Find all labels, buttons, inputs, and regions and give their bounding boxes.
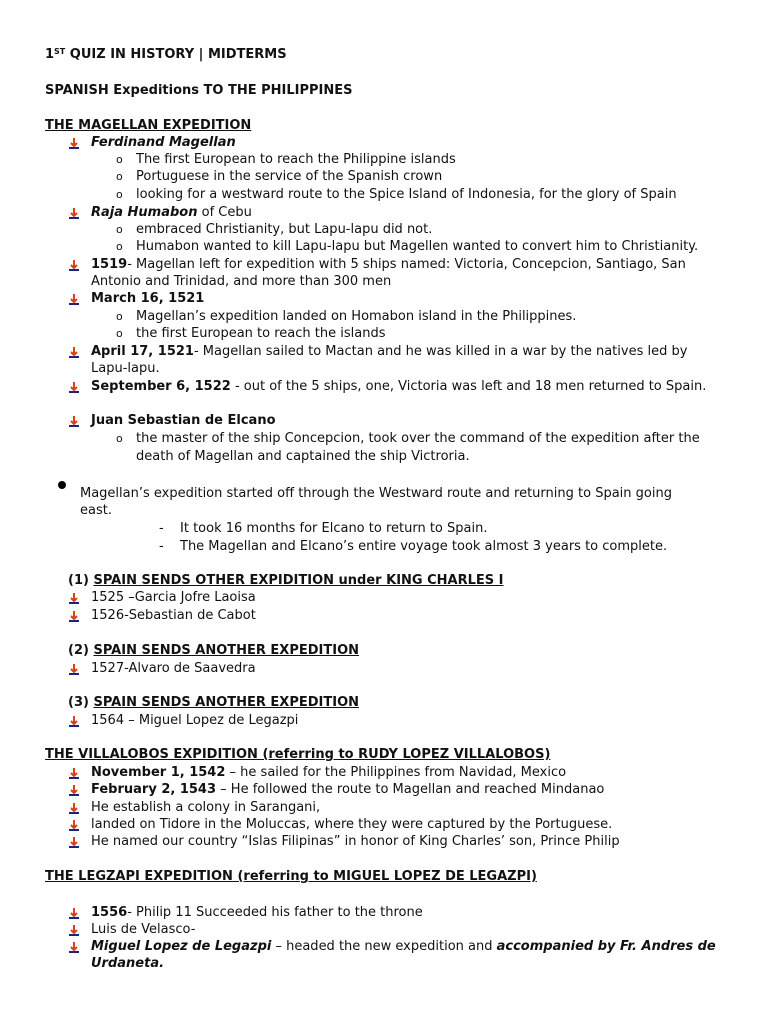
february-item: February 2, 1543 – He followed the route to Magellan and reached Mindanao	[91, 782, 605, 797]
march-detail: the first European to reach the islands	[136, 326, 386, 341]
ferdinand-item: Ferdinand Magellan	[91, 135, 236, 150]
magellan-heading: THE MAGELLAN EXPEDITION	[45, 118, 252, 133]
arrow-bullet-icon	[68, 907, 80, 920]
march-item: March 16, 1521	[91, 291, 205, 306]
arrow-bullet-icon	[68, 207, 80, 220]
circle-bullet-icon: o	[116, 153, 123, 166]
arrow-bullet-icon	[68, 415, 80, 428]
arrow-bullet-icon	[68, 836, 80, 849]
ferdinand-detail: Portuguese in the service of the Spanish crown	[136, 169, 443, 184]
voyage-note: Magellan’s expedition started off through the Westward route and returning to Spain going	[80, 486, 672, 501]
expedition-2-item: 1527-Alvaro de Saavedra	[91, 661, 256, 676]
ferdinand-detail: looking for a westward route to the Spice Island of Indonesia, for the glory of Spain	[136, 187, 677, 202]
legazpi-heading: THE LEGZAPI EXPEDITION (referring to MIGUEL LOPEZ DE LEGAZPI)	[45, 869, 537, 884]
filipinas-item: He named our country “Islas Filipinas” in honor of King Charles’ son, Prince Philip	[91, 834, 620, 849]
raja-detail: embraced Christianity, but Lapu-lapu did not.	[136, 222, 433, 237]
expedition-1-item: 1526-Sebastian de Cabot	[91, 608, 256, 623]
raja-item: Raja Humabon of Cebu	[91, 205, 252, 220]
circle-bullet-icon: o	[116, 432, 123, 445]
arrow-bullet-icon	[68, 941, 80, 954]
arrow-bullet-icon	[68, 802, 80, 815]
expedition-3-item: 1564 – Miguel Lopez de Legazpi	[91, 713, 299, 728]
arrow-bullet-icon	[68, 924, 80, 937]
year-1519-item: 1519- Magellan left for expedition with 5 ships named: Victoria, Concepcion, Santiago, San	[91, 257, 686, 272]
expedition-1-heading: (1) SPAIN SENDS OTHER EXPIDITION under KING CHARLES I	[68, 573, 504, 588]
year-1556-item: 1556- Philip 11 Succeeded his father to the throne	[91, 905, 423, 920]
document-subtitle: SPANISH Expeditions TO THE PHILIPPINES	[45, 83, 353, 98]
dash-bullet: -	[159, 521, 164, 536]
arrow-bullet-icon	[68, 784, 80, 797]
circle-bullet-icon: o	[116, 223, 123, 236]
arrow-bullet-icon	[68, 663, 80, 676]
document-title: 1ST QUIZ IN HISTORY | MIDTERMS	[45, 47, 287, 62]
arrow-bullet-icon	[68, 592, 80, 605]
colony-item: He establish a colony in Sarangani,	[91, 800, 321, 815]
year-1519-continued: Antonio and Trinidad, and more than 300 men	[91, 274, 392, 289]
september-item: September 6, 1522 - out of the 5 ships, one, Victoria was left and 18 men returned to Spain.	[91, 379, 707, 394]
arrow-bullet-icon	[68, 259, 80, 272]
arrow-bullet-icon	[68, 819, 80, 832]
arrow-bullet-icon	[68, 610, 80, 623]
elcano-detail-continued: death of Magellan and captained the ship Victroria.	[136, 449, 470, 464]
arrow-bullet-icon	[68, 346, 80, 359]
circle-bullet-icon: o	[116, 327, 123, 340]
arrow-bullet-icon	[68, 715, 80, 728]
villalobos-heading: THE VILLALOBOS EXPIDITION (referring to RUDY LOPEZ VILLALOBOS)	[45, 747, 551, 762]
arrow-bullet-icon	[68, 137, 80, 150]
dash-bullet: -	[159, 539, 164, 554]
miguel-continued: Urdaneta.	[91, 956, 165, 971]
circle-bullet-icon: o	[116, 188, 123, 201]
circle-bullet-icon: o	[116, 240, 123, 253]
tidore-item: landed on Tidore in the Moluccas, where they were captured by the Portuguese.	[91, 817, 613, 832]
circle-bullet-icon: o	[116, 310, 123, 323]
raja-detail: Humabon wanted to kill Lapu-lapu but Magellen wanted to convert him to Christianity.	[136, 239, 699, 254]
voyage-fact: It took 16 months for Elcano to return to Spain.	[180, 521, 488, 536]
march-detail: Magellan’s expedition landed on Homabon island in the Philippines.	[136, 309, 577, 324]
april-continued: Lapu-lapu.	[91, 361, 160, 376]
voyage-fact: The Magellan and Elcano’s entire voyage took almost 3 years to complete.	[180, 539, 668, 554]
arrow-bullet-icon	[68, 767, 80, 780]
arrow-bullet-icon	[68, 293, 80, 306]
expedition-3-heading: (3) SPAIN SENDS ANOTHER EXPEDITION	[68, 695, 360, 710]
luis-item: Luis de Velasco-	[91, 922, 196, 937]
ferdinand-detail: The first European to reach the Philippine islands	[136, 152, 456, 167]
circle-bullet-icon: o	[116, 170, 123, 183]
elcano-item: Juan Sebastian de Elcano	[91, 413, 276, 428]
elcano-detail: the master of the ship Concepcion, took over the command of the expedition after the	[136, 431, 700, 446]
expedition-2-heading: (2) SPAIN SENDS ANOTHER EXPEDITION	[68, 643, 360, 658]
voyage-note-continued: east.	[80, 503, 112, 518]
april-item: April 17, 1521- Magellan sailed to Mactan and he was killed in a war by the natives led by	[91, 344, 688, 359]
arrow-bullet-icon	[68, 381, 80, 394]
miguel-item: Miguel Lopez de Legazpi – headed the new expedition and accompanied by Fr. Andres de	[91, 939, 716, 954]
bullet-dot-icon	[58, 481, 66, 489]
expedition-1-item: 1525 –Garcia Jofre Laoisa	[91, 590, 256, 605]
november-item: November 1, 1542 – he sailed for the Philippines from Navidad, Mexico	[91, 765, 567, 780]
